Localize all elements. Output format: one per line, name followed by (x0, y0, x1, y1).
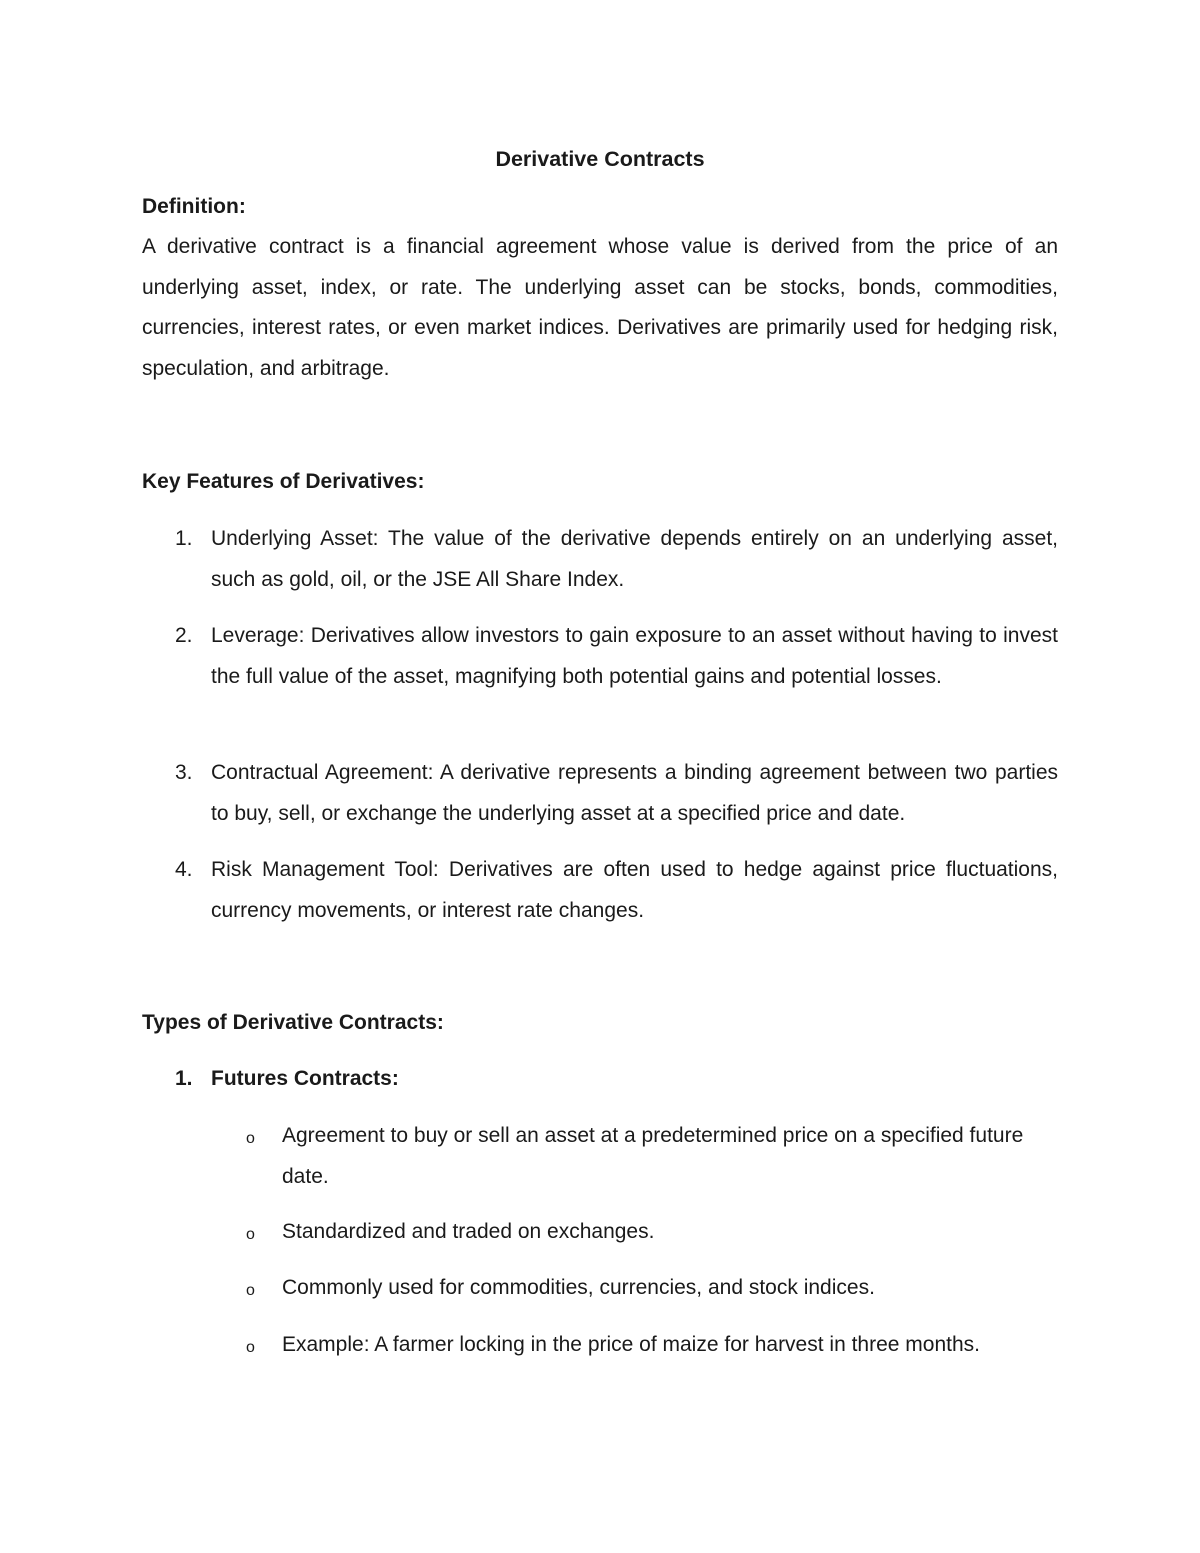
types-heading: Types of Derivative Contracts: (142, 1011, 444, 1034)
bullet-text: Example: A farmer locking in the price of maize for harvest in three months. (282, 1333, 980, 1356)
bullet-marker: o (246, 1130, 255, 1147)
list-number: 3. (175, 761, 193, 784)
bullet-text: Agreement to buy or sell an asset at a predetermined price on a specified future date. (282, 1124, 1024, 1188)
key-features-heading: Key Features of Derivatives: (142, 470, 425, 493)
list-text: Leverage: Derivatives allow investors to gain exposure to an asset without having to invest the full value of the asset, magnifying both potential gains and potential losses. (211, 624, 1058, 688)
list-text: Underlying Asset: The value of the derivative depends entirely on an underlying asset, such as gold, oil, or the JSE All Share Index. (211, 527, 1058, 591)
list-number: 2. (175, 624, 193, 647)
bullet-text: Commonly used for commodities, currencies, and stock indices. (282, 1276, 875, 1299)
list-number: 1. (175, 527, 193, 550)
bullet-marker: o (246, 1339, 255, 1356)
list-text: Contractual Agreement: A derivative represents a binding agreement between two parties to buy, sell, or exchange the underlying asset at a specified price and date. (211, 761, 1058, 825)
futures-label: Futures Contracts: (211, 1067, 399, 1090)
page-title: Derivative Contracts (495, 147, 705, 171)
list-text: Risk Management Tool: Derivatives are often used to hedge against price fluctuations, currency movements, or interest rate changes. (211, 858, 1058, 922)
list-number: 1. (175, 1067, 193, 1090)
list-number: 4. (175, 858, 193, 881)
bullet-marker: o (246, 1282, 255, 1299)
definition-heading: Definition: (142, 195, 246, 218)
bullet-text: Standardized and traded on exchanges. (282, 1220, 655, 1243)
definition-paragraph: A derivative contract is a financial agreement whose value is derived from the price of an underlying asset, index, or rate. The underlying asset can be stocks, bonds, commodities, currencies, interest rates, or even market indices. Derivatives are primarily used for hedging risk, speculation, and arbitrage. (142, 235, 1058, 380)
bullet-marker: o (246, 1226, 255, 1243)
